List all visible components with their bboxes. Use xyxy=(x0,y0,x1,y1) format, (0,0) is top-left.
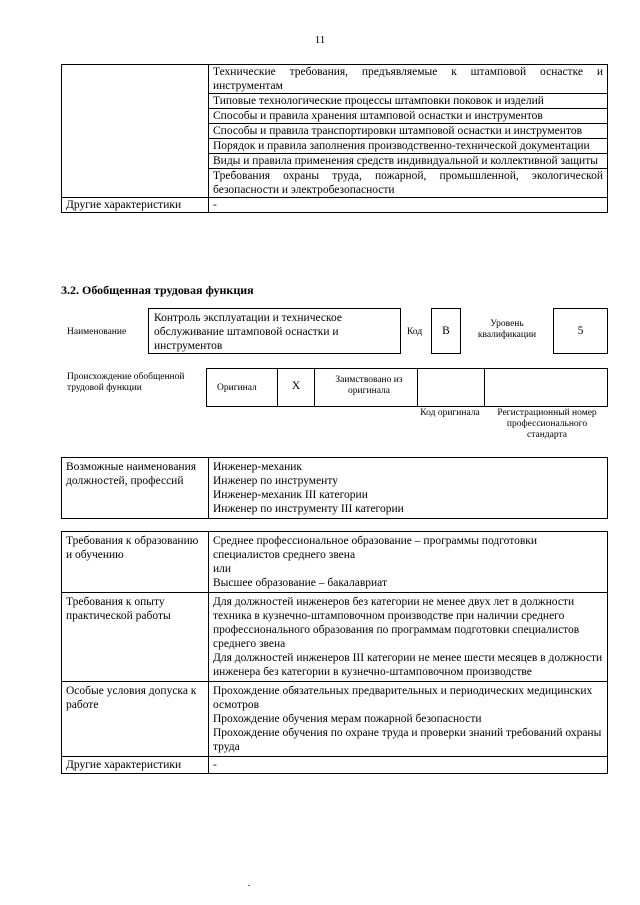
position-item: Инженер-механик xyxy=(213,461,303,473)
conditions-line: Прохождение обязательных предварительных и периодических медицинских осмотров xyxy=(213,685,593,711)
position-item: Инженер по инструменту xyxy=(213,475,338,487)
experience-label: Требования к опыту практической работы xyxy=(62,593,209,682)
table-row xyxy=(62,532,608,593)
position-item: Инженер по инструменту III категории xyxy=(213,503,404,515)
experience-line: Для должностей инженеров III категории не менее шести месяцев в должности инженера без категории в кузнечно-штамповочном производстве xyxy=(213,652,603,678)
table-cell: Порядок и правила заполнения производственно-технической документации xyxy=(209,139,608,154)
table-cell: Технические требования, предъявляемые к штамповой оснастке и инструментам xyxy=(209,65,608,94)
education-value xyxy=(209,532,608,593)
positions-table xyxy=(61,457,608,519)
other-characteristics-label: Другие характеристики xyxy=(62,198,209,213)
education-line: Высшее образование – бакалавриат xyxy=(213,577,387,589)
table-row xyxy=(62,682,608,757)
scan-speck xyxy=(248,885,250,886)
origin-row xyxy=(206,368,608,407)
section-heading: 3.2. Обобщенная трудовая функция xyxy=(61,283,254,297)
code-value-box: В xyxy=(431,308,461,354)
positions-value xyxy=(209,458,608,519)
knowledge-label-cell xyxy=(62,65,209,198)
conditions-value xyxy=(209,682,608,757)
code-original-caption: Код оригинала xyxy=(420,408,480,418)
education-line: или xyxy=(213,563,232,575)
knowledge-table xyxy=(61,64,608,213)
code-label: Код xyxy=(407,327,423,337)
table-row xyxy=(62,65,608,94)
table-cell: Способы и правила транспортировки штамповой оснастки и инструментов xyxy=(209,124,608,139)
table-row xyxy=(62,198,608,213)
position-item: Инженер-механик III категории xyxy=(213,489,368,501)
original-mark: X xyxy=(277,368,315,407)
table-cell: Типовые технологические процессы штамповки поковок и изделий xyxy=(209,94,608,109)
code-original-cell xyxy=(417,368,485,407)
original-label: Оригинал xyxy=(217,383,257,393)
conditions-label: Особые условия допуска к работе xyxy=(62,682,209,757)
name-label: Наименование xyxy=(67,327,127,337)
level-value-box: 5 xyxy=(553,308,608,354)
positions-label: Возможные наименования должностей, профессий xyxy=(62,458,209,519)
table-row xyxy=(62,458,608,519)
table-cell: Способы и правила хранения штамповой оснастки и инструментов xyxy=(209,109,608,124)
reg-number-caption: Регистрационный номер профессионального стандарта xyxy=(497,408,597,440)
table-cell: Виды и правила применения средств индивидуальной и коллективной защиты xyxy=(209,154,608,169)
requirements-table xyxy=(61,531,608,774)
origin-label: Происхождение обобщенной трудовой функции xyxy=(67,372,185,393)
conditions-line: Прохождение обучения мерам пожарной безопасности xyxy=(213,713,482,725)
other-characteristics-value: - xyxy=(209,757,608,774)
table-row xyxy=(62,593,608,682)
experience-value xyxy=(209,593,608,682)
page-number: 11 xyxy=(314,34,326,46)
education-line: Среднее профессиональное образование – программы подготовки специалистов среднего звена xyxy=(213,535,538,561)
borrowed-label: Заимствовано из оригинала xyxy=(335,375,403,396)
table-cell: Требования охраны труда, пожарной, промышленной, экологической безопасности и электробезопасности xyxy=(209,169,608,198)
other-characteristics-label: Другие характеристики xyxy=(62,757,209,774)
other-characteristics-value: - xyxy=(209,198,608,213)
name-value-box: Контроль эксплуатации и техническое обслуживание штамповой оснастки и инструментов xyxy=(148,308,401,354)
conditions-line: Прохождение обучения по охране труда и проверки знаний требований охраны труда xyxy=(213,727,602,753)
table-row xyxy=(62,757,608,774)
experience-line: Для должностей инженеров без категории не менее двух лет в должности техника в кузнечно-штамповочном производстве при наличии среднего профессионального образования по программам подготовки специалистов среднего звена xyxy=(213,596,580,650)
level-label: Уровень квалификации xyxy=(477,319,537,340)
education-label: Требования к образованию и обучению xyxy=(62,532,209,593)
